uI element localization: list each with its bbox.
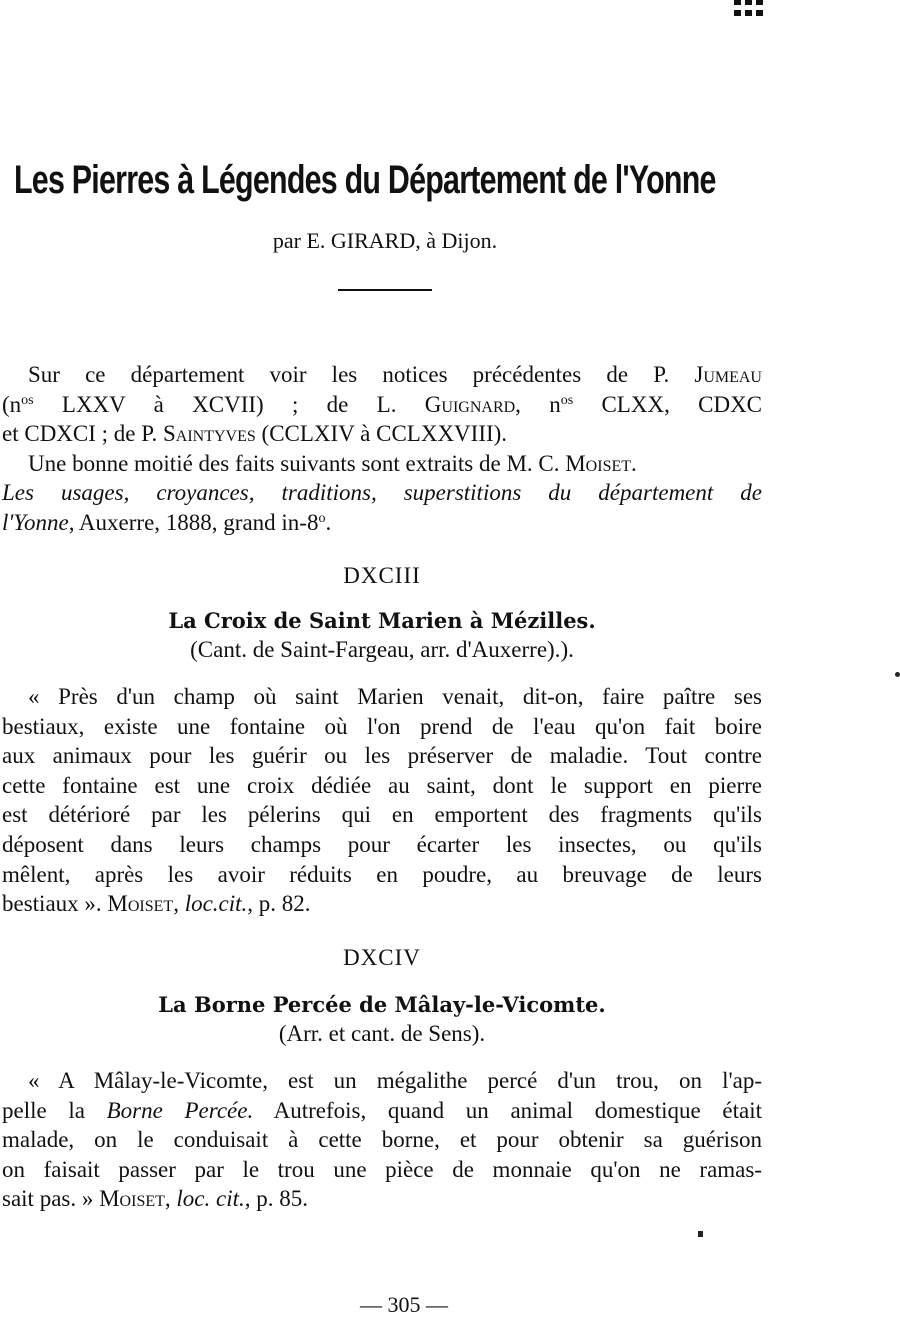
author-name: Jumeau: [694, 362, 762, 387]
para-line: aux animaux pour les guérir ou les préserver de maladie. Tout contre: [2, 743, 762, 769]
para-line: cette fontaine est une croix dédiée au saint, dont le support en pierre: [2, 772, 762, 798]
superscript: os: [21, 392, 34, 408]
text: .: [631, 450, 637, 476]
text: ,: [164, 1186, 177, 1212]
para-line: est détérioré par les pélerins qui en emportent des fragments qu'ils: [2, 802, 762, 828]
text: Autrefois, quand un animal domestique était: [253, 1097, 762, 1123]
text: CLXX, CDXC: [573, 391, 763, 417]
section-location: (Arr. et cant. de Sens).: [278, 1021, 486, 1046]
para-line: [2, 1096, 762, 1126]
text: bestiaux ».: [2, 891, 108, 917]
section-heading: La Croix de Saint Marien à Mézilles.: [168, 608, 596, 633]
intro-line: [2, 390, 762, 420]
section-number: DXCIV: [343, 945, 421, 970]
monument-name: Borne Percée.: [106, 1097, 254, 1123]
text: sait pas. »: [2, 1186, 100, 1212]
text: .: [325, 509, 332, 535]
intro-paragraph: [2, 360, 762, 538]
text: et CDXCI ; de P.: [2, 421, 163, 447]
author-name: Moiset: [565, 450, 632, 476]
text: LXXV à XCVII) ; de L.: [33, 391, 425, 417]
text: , p. 82.: [247, 891, 311, 917]
author-name: Guignard: [424, 391, 516, 417]
page-title: Les Pierres à Légendes du Département de l'Yonne: [14, 158, 716, 202]
text: , p. 85.: [244, 1186, 308, 1212]
para-line: malade, on le conduisait à cette borne, et pour obtenir sa guérison: [2, 1127, 762, 1153]
author-name: Saintyves: [163, 421, 256, 447]
book-title: l'Yonne: [2, 509, 69, 535]
text: , Auxerre, 1888, grand in-8: [68, 509, 319, 535]
byline: par E. GIRARD, à Dijon.: [272, 228, 498, 253]
para-line: bestiaux, existe une fontaine où l'on prend de l'eau qu'on fait boire: [2, 713, 762, 739]
text: Sur ce département voir les notices précédentes de P.: [28, 362, 695, 387]
margin-dot: [895, 672, 900, 677]
text: , n: [515, 391, 561, 417]
intro-line: [2, 449, 762, 479]
section-number: DXCIII: [343, 563, 421, 588]
para-line: « A Mâlay-le-Vicomte, est un mégalithe percé d'un trou, on l'ap-: [28, 1068, 762, 1093]
intro-line: [2, 508, 762, 538]
corner-dots-icon: [734, 0, 764, 18]
para-line: [2, 889, 762, 919]
section-paragraph: [2, 682, 762, 919]
page-number: — 305 —: [360, 1292, 448, 1317]
para-line: déposent dans leurs champs pour écarter les insectes, ou qu'ils: [2, 831, 762, 857]
divider: [338, 289, 432, 291]
section-location: (Cant. de Saint-Fargeau, arr. d'Auxerre).).: [190, 637, 574, 662]
author-name: Moiset: [107, 891, 174, 917]
intro-line: [2, 360, 762, 390]
footnote-mark: [698, 1231, 703, 1237]
para-line: [2, 1184, 762, 1214]
citation: loc.cit.: [184, 891, 248, 917]
superscript: o: [318, 510, 326, 526]
para-line: on faisait passer par le trou une pièce de monnaie qu'on ne ramas-: [2, 1156, 762, 1182]
intro-line: Les usages, croyances, traditions, superstitions du département de: [2, 480, 762, 506]
citation: loc. cit.: [176, 1186, 245, 1212]
section-heading: La Borne Percée de Mâlay-le-Vicomte.: [158, 992, 606, 1017]
text: ,: [173, 891, 185, 917]
text: Une bonne moitié des faits suivants sont extraits de M. C.: [28, 450, 566, 476]
text: (CCLXIV à CCLXXVIII).: [255, 421, 508, 447]
text: pelle la: [2, 1097, 107, 1123]
intro-line: [2, 419, 762, 449]
text: (n: [2, 391, 22, 417]
para-line: mêlent, après les avoir réduits en poudre, au breuvage de leurs: [2, 861, 762, 887]
para-line: « Près d'un champ où saint Marien venait, dit-on, faire paître ses: [28, 684, 762, 709]
section-paragraph: [2, 1066, 762, 1214]
superscript: os: [560, 392, 574, 408]
author-name: Moiset: [99, 1186, 165, 1212]
